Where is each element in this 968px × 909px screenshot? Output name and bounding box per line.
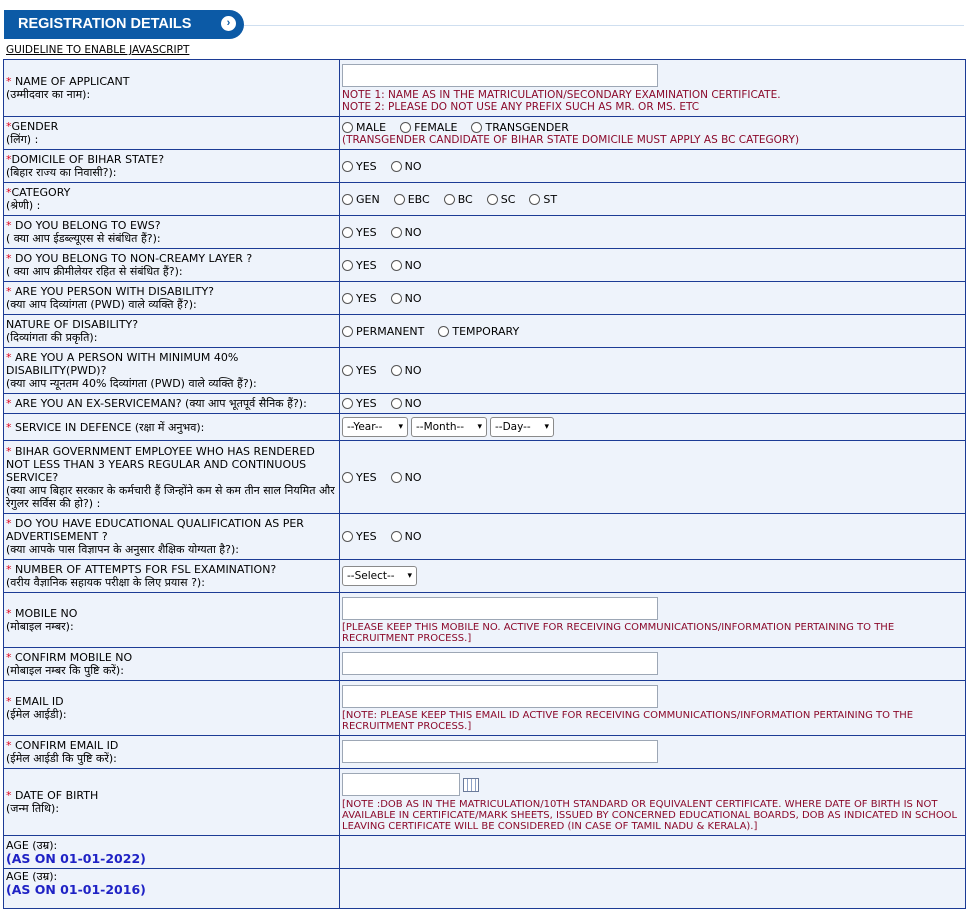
category-radio-gen[interactable] — [342, 193, 380, 206]
radio-circle-icon[interactable] — [391, 398, 402, 409]
value-cell — [340, 514, 966, 560]
label-cell — [4, 60, 340, 117]
ews-radio-yes[interactable] — [342, 226, 377, 239]
dob-label-hindi: (जन्म तिथि): — [6, 802, 60, 815]
chevron-down-icon: ▾ — [407, 570, 412, 581]
registration-form-table — [3, 59, 966, 909]
row-confirm-email — [4, 736, 966, 769]
required-mark: * — [6, 651, 12, 664]
confirm-email-label-hindi: (ईमेल आईडी कि पुष्टि करें): — [6, 752, 117, 765]
age-value-cell — [340, 869, 966, 909]
required-mark: * — [6, 219, 12, 232]
radio-label: YES — [356, 159, 377, 173]
radio-label: YES — [356, 291, 377, 305]
radio-label: ST — [543, 192, 558, 206]
value-cell — [340, 593, 966, 648]
radio-label: TRANSGENDER — [485, 120, 569, 134]
required-mark: * — [6, 186, 12, 199]
radio-label: NO — [404, 159, 422, 173]
radio-circle-icon[interactable] — [394, 194, 405, 205]
exservice-radio-group — [342, 397, 963, 410]
required-mark: * — [6, 739, 12, 752]
gender-label-hindi: (लिंग) : — [6, 133, 39, 146]
edu-label: DO YOU HAVE EDUCATIONAL QUALIFICATION AS PER ADVERTISEMENT ? — [6, 517, 304, 543]
min40-radio-group — [342, 364, 963, 377]
domicile-label-hindi: (बिहार राज्य का निवासी?): — [6, 166, 117, 179]
radio-label: PERMANENT — [356, 324, 425, 338]
nature-radio-temporary[interactable] — [438, 325, 519, 338]
radio-circle-icon[interactable] — [342, 365, 353, 376]
radio-circle-icon[interactable] — [391, 227, 402, 238]
row-confirm-mobile — [4, 648, 966, 681]
required-mark: * — [6, 444, 12, 458]
exservice-radio-yes[interactable] — [342, 397, 377, 410]
row-mobile — [4, 593, 966, 648]
value-cell — [340, 282, 966, 315]
value-cell — [340, 348, 966, 394]
ews-label: DO YOU BELONG TO EWS? — [11, 219, 161, 232]
radio-circle-icon[interactable] — [342, 122, 353, 133]
nature-radio-group — [342, 325, 963, 338]
select-value: --Year-- — [347, 420, 383, 433]
age-date-2022: (AS ON 01-01-2022) — [6, 850, 146, 866]
mobile-label: MOBILE NO — [11, 607, 78, 620]
radio-circle-icon[interactable] — [342, 227, 353, 238]
registration-details-header — [4, 10, 244, 39]
select-value: --Day-- — [495, 420, 531, 433]
value-cell — [340, 414, 966, 441]
value-cell — [340, 394, 966, 414]
ews-label-hindi: ( क्या आप ईडब्ल्यूएस से संबंधित हैं?): — [6, 232, 161, 245]
value-cell — [340, 769, 966, 836]
header-divider — [244, 25, 964, 26]
row-fsl-attempts — [4, 560, 966, 593]
category-radio-sc[interactable] — [487, 193, 516, 206]
label-cell — [4, 593, 340, 648]
radio-circle-icon[interactable] — [487, 194, 498, 205]
ews-radio-no[interactable] — [391, 226, 422, 239]
radio-circle-icon[interactable] — [400, 122, 411, 133]
category-label-hindi: (श्रेणी) : — [6, 199, 41, 212]
label-cell — [4, 315, 340, 348]
noncreamy-radio-no[interactable] — [391, 259, 422, 272]
value-cell — [340, 736, 966, 769]
email-note: [NOTE: PLEASE KEEP THIS EMAIL ID ACTIVE FOR RECEIVING COMMUNICATIONS/INFORMATION PERTAINING TO THE RECRUITMENT PROCESS.] — [342, 710, 914, 732]
row-category — [4, 183, 966, 216]
label-cell — [4, 560, 340, 593]
nature-label-hindi: (दिव्यांगता की प्रकृति): — [6, 331, 98, 344]
row-disability — [4, 282, 966, 315]
ews-radio-group — [342, 226, 963, 239]
min40-label-hindi: (क्या आप न्यूनतम 40% दिव्यांगता (PWD) वाले व्यक्ति हैं?): — [6, 377, 257, 390]
row-noncreamy — [4, 249, 966, 282]
select-value: --Select-- — [347, 569, 395, 582]
edu-radio-yes[interactable] — [342, 530, 377, 543]
radio-circle-icon[interactable] — [438, 326, 449, 337]
govt-radio-group — [342, 471, 963, 484]
chevron-right-icon[interactable]: › — [221, 16, 236, 31]
row-name — [4, 60, 966, 117]
defence-month-select[interactable] — [411, 417, 487, 437]
defence-day-select[interactable] — [490, 417, 554, 437]
radio-circle-icon[interactable] — [342, 326, 353, 337]
radio-circle-icon[interactable] — [471, 122, 482, 133]
govt-radio-no[interactable] — [391, 471, 422, 484]
radio-circle-icon[interactable] — [391, 365, 402, 376]
noncreamy-label-hindi: ( क्या आप क्रीमीलेयर रहित से संबंधित हैं?): — [6, 265, 183, 278]
row-service-in-defence — [4, 414, 966, 441]
gender-note: (TRANSGENDER CANDIDATE OF BIHAR STATE DOMICILE MUST APPLY AS BC CATEGORY) — [342, 133, 800, 146]
required-mark: * — [6, 563, 12, 576]
label-cell — [4, 681, 340, 736]
radio-label: EBC — [407, 192, 430, 206]
value-cell — [340, 117, 966, 150]
category-radio-st[interactable] — [529, 193, 557, 206]
name-note-2: NOTE 2: PLEASE DO NOT USE ANY PREFIX SUCH AS MR. OR MS. ETC — [342, 101, 700, 113]
label-cell — [4, 869, 340, 909]
noncreamy-radio-group — [342, 259, 963, 272]
required-mark: * — [6, 789, 12, 802]
value-cell — [340, 560, 966, 593]
required-mark: * — [6, 420, 12, 434]
label-cell — [4, 514, 340, 560]
guideline-link[interactable]: GUIDELINE TO ENABLE JAVASCRIPT — [6, 44, 190, 56]
label-cell — [4, 441, 340, 514]
domicile-radio-group — [342, 160, 963, 173]
value-cell — [340, 681, 966, 736]
radio-label: MALE — [356, 120, 387, 134]
radio-circle-icon[interactable] — [342, 531, 353, 542]
email-input[interactable] — [342, 685, 658, 708]
label-cell — [4, 836, 340, 869]
header-title: REGISTRATION DETAILS — [18, 16, 192, 32]
value-cell — [340, 183, 966, 216]
gender-radio-transgender[interactable] — [471, 121, 568, 134]
required-mark: * — [6, 607, 12, 620]
row-educational-qualification — [4, 514, 966, 560]
required-mark: * — [6, 397, 12, 410]
required-mark: * — [6, 75, 12, 88]
radio-label: YES — [356, 364, 377, 377]
required-mark: * — [6, 153, 12, 166]
radio-label: NO — [404, 258, 422, 272]
radio-circle-icon[interactable] — [391, 531, 402, 542]
defence-year-select[interactable] — [342, 417, 408, 437]
radio-label: NO — [404, 397, 422, 410]
disability-label-hindi: (क्या आप दिव्यांगता (PWD) वाले व्यक्ति हैं?): — [6, 298, 197, 311]
defence-label: SERVICE IN DEFENCE (रक्षा में अनुभव): — [11, 420, 205, 434]
required-mark: * — [6, 252, 12, 265]
email-label-hindi: (ईमेल आईडी): — [6, 708, 67, 721]
confirm-mobile-input[interactable] — [342, 652, 658, 675]
radio-label: SC — [500, 192, 516, 206]
min40-radio-no[interactable] — [391, 364, 422, 377]
disability-label: ARE YOU PERSON WITH DISABILITY? — [11, 285, 215, 298]
row-domicile — [4, 150, 966, 183]
confirm-mobile-label: CONFIRM MOBILE NO — [11, 651, 133, 664]
label-cell — [4, 414, 340, 441]
govt-label: BIHAR GOVERNMENT EMPLOYEE WHO HAS RENDERED NOT LESS THAN 3 YEARS REGULAR AND CONTINUOUS SERVICE? — [6, 444, 315, 484]
value-cell — [340, 441, 966, 514]
radio-label: NO — [404, 225, 422, 239]
chevron-down-icon: ▾ — [477, 421, 482, 432]
value-cell — [340, 150, 966, 183]
row-date-of-birth — [4, 769, 966, 836]
edu-radio-no[interactable] — [391, 530, 422, 543]
required-mark: * — [6, 120, 12, 133]
domicile-radio-yes[interactable] — [342, 160, 377, 173]
radio-label: FEMALE — [414, 120, 458, 134]
radio-circle-icon[interactable] — [342, 260, 353, 271]
email-label: EMAIL ID — [11, 695, 64, 708]
label-cell — [4, 648, 340, 681]
age-date-2016: (AS ON 01-01-2016) — [6, 882, 146, 897]
radio-label: YES — [356, 397, 377, 410]
select-value: --Month-- — [416, 420, 465, 433]
mobile-label-hindi: (मोबाइल नम्बर): — [6, 620, 74, 633]
gender-radio-group — [342, 121, 963, 134]
disability-radio-group — [342, 292, 963, 305]
radio-label: NO — [404, 470, 422, 484]
radio-label: TEMPORARY — [452, 324, 520, 338]
row-ews — [4, 216, 966, 249]
mobile-input[interactable] — [342, 597, 658, 620]
radio-label: YES — [356, 225, 377, 239]
chevron-down-icon: ▾ — [398, 421, 403, 432]
age-label: AGE (उम्र): — [6, 838, 58, 852]
fsl-attempts-select[interactable] — [342, 566, 417, 586]
exservice-radio-no[interactable] — [391, 397, 422, 410]
radio-circle-icon[interactable] — [391, 161, 402, 172]
name-label: NAME OF APPLICANT — [11, 75, 130, 88]
row-min40-disability — [4, 348, 966, 394]
domicile-radio-no[interactable] — [391, 160, 422, 173]
radio-circle-icon[interactable] — [342, 293, 353, 304]
row-age-2016 — [4, 869, 966, 909]
value-cell — [340, 249, 966, 282]
govt-radio-yes[interactable] — [342, 471, 377, 484]
confirm-email-input[interactable] — [342, 740, 658, 763]
radio-label: BC — [457, 192, 473, 206]
radio-circle-icon[interactable] — [391, 472, 402, 483]
radio-label: NO — [404, 530, 422, 543]
gender-label: GENDER — [11, 120, 59, 133]
domicile-label: DOMICILE OF BIHAR STATE? — [11, 153, 165, 166]
name-label-hindi: (उम्मीदवार का नाम): — [6, 88, 91, 101]
attempts-label: NUMBER OF ATTEMPTS FOR FSL EXAMINATION? — [11, 563, 277, 576]
confirm-mobile-label-hindi: (मोबाइल नम्बर कि पुष्टि करें): — [6, 664, 124, 677]
required-mark: * — [6, 695, 12, 708]
radio-circle-icon[interactable] — [342, 398, 353, 409]
radio-circle-icon[interactable] — [342, 194, 353, 205]
chevron-down-icon: ▾ — [544, 421, 549, 432]
disability-radio-yes[interactable] — [342, 292, 377, 305]
radio-label: YES — [356, 258, 377, 272]
edu-radio-group — [342, 530, 963, 543]
dob-note: [NOTE :DOB AS IN THE MATRICULATION/10TH STANDARD OR EQUIVALENT CERTIFICATE. WHERE DATE OF BIRTH IS NOT AVAILABLE IN CERTIFICATE/MARK SHEETS, ISSUED BY CONCERNED EDUCATIONAL BOARDS, DOB AS INDICATED IN SCHOOL LEAVING CERTIFICATE WILL BE CONSIDERED (IN CASE OF TAMIL NADU & KERALA).] — [342, 799, 958, 832]
radio-label: YES — [356, 470, 377, 484]
mobile-note: [PLEASE KEEP THIS MOBILE NO. ACTIVE FOR RECEIVING COMMUNICATIONS/INFORMATION PERTAINING TO THE RECRUITMENT PROCESS.] — [342, 622, 895, 644]
dob-label: DATE OF BIRTH — [11, 789, 99, 802]
label-cell — [4, 282, 340, 315]
label-cell — [4, 736, 340, 769]
value-cell — [340, 60, 966, 117]
govt-label-hindi: (क्या आप बिहार सरकार के कर्मचारी हैं जिन्होंने कम से कम तीन साल नियमित और रेगुलर सर्विस की हो?) : — [6, 483, 335, 510]
nature-radio-permanent[interactable] — [342, 325, 424, 338]
gender-radio-female[interactable] — [400, 121, 457, 134]
row-age-2022 — [4, 836, 966, 869]
row-nature-of-disability — [4, 315, 966, 348]
applicant-name-input[interactable] — [342, 64, 658, 87]
attempts-label-hindi: (वरीय वैज्ञानिक सहायक परीक्षा के लिए प्रयास ?): — [6, 576, 205, 589]
noncreamy-radio-yes[interactable] — [342, 259, 377, 272]
row-bihar-govt-employee — [4, 441, 966, 514]
required-mark: * — [6, 285, 12, 298]
label-cell — [4, 183, 340, 216]
nature-label: NATURE OF DISABILITY? — [6, 318, 139, 331]
radio-circle-icon[interactable] — [391, 293, 402, 304]
name-note-1: NOTE 1: NAME AS IN THE MATRICULATION/SECONDARY EXAMINATION CERTIFICATE. — [342, 89, 781, 101]
radio-label: GEN — [356, 192, 380, 206]
label-cell — [4, 249, 340, 282]
value-cell — [340, 216, 966, 249]
label-cell — [4, 150, 340, 183]
value-cell — [340, 648, 966, 681]
category-label: CATEGORY — [11, 186, 71, 199]
age-value-cell — [340, 836, 966, 869]
label-cell — [4, 117, 340, 150]
radio-label: NO — [404, 291, 422, 305]
label-cell — [4, 216, 340, 249]
age-label: AGE (उम्र): — [6, 870, 58, 883]
radio-circle-icon[interactable] — [391, 260, 402, 271]
gender-radio-male[interactable] — [342, 121, 386, 134]
radio-circle-icon[interactable] — [444, 194, 455, 205]
category-radio-ebc[interactable] — [394, 193, 430, 206]
radio-label: YES — [356, 530, 377, 543]
value-cell — [340, 315, 966, 348]
required-mark: * — [6, 351, 12, 364]
dob-input[interactable] — [342, 773, 460, 796]
category-radio-group — [342, 193, 963, 206]
calendar-icon[interactable] — [463, 778, 479, 792]
radio-circle-icon[interactable] — [342, 161, 353, 172]
category-radio-bc[interactable] — [444, 193, 473, 206]
required-mark: * — [6, 517, 12, 530]
radio-label: NO — [404, 364, 422, 377]
row-gender — [4, 117, 966, 150]
min40-radio-yes[interactable] — [342, 364, 377, 377]
exservice-label: ARE YOU AN EX-SERVICEMAN? (क्या आप भूतपूर्व सैनिक हैं?): — [11, 397, 307, 410]
min40-label: ARE YOU A PERSON WITH MINIMUM 40% DISABILITY(PWD)? — [6, 351, 239, 377]
confirm-email-label: CONFIRM EMAIL ID — [11, 739, 119, 752]
label-cell — [4, 394, 340, 414]
radio-circle-icon[interactable] — [342, 472, 353, 483]
label-cell — [4, 769, 340, 836]
row-exserviceman — [4, 394, 966, 414]
radio-circle-icon[interactable] — [529, 194, 540, 205]
label-cell — [4, 348, 340, 394]
edu-label-hindi: (क्या आपके पास विज्ञापन के अनुसार शैक्षिक योग्यता है?): — [6, 543, 239, 556]
disability-radio-no[interactable] — [391, 292, 422, 305]
row-email — [4, 681, 966, 736]
noncreamy-label: DO YOU BELONG TO NON-CREAMY LAYER ? — [11, 252, 253, 265]
